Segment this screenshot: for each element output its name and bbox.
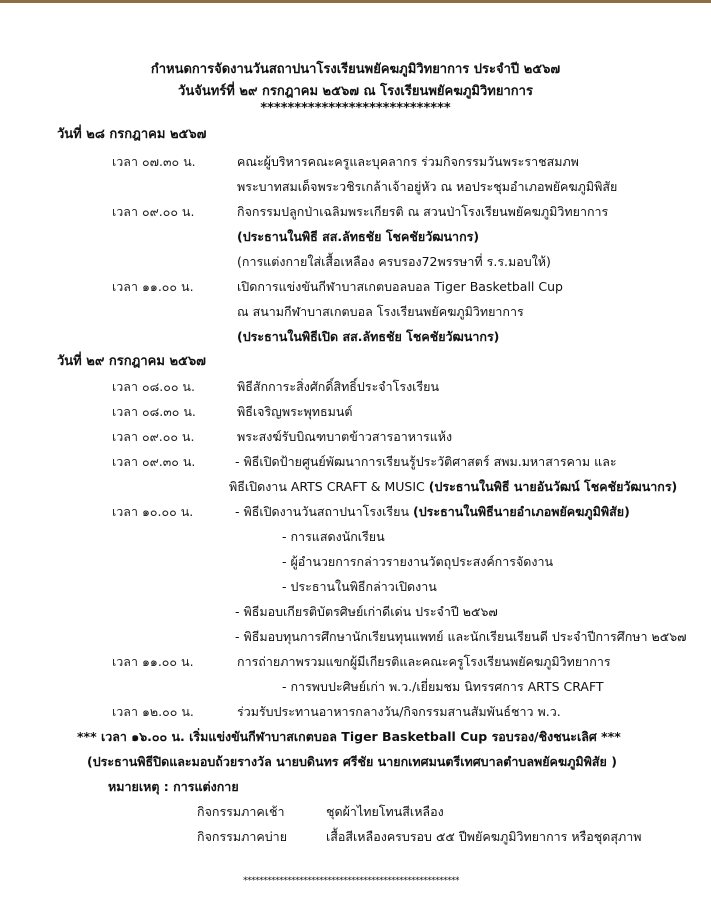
closing-line-1: *** เวลา ๑๖.๐๐ น. เริ่มแข่งขันกีฬาบาสเกตบอล Tiger Basketball Cup รอบรอง/ชิงชนะเลิศ *** [77,729,621,744]
day2-item-4-line-2-text: พิธีเปิดงาน ARTS CRAFT & MUSIC [229,479,425,494]
day1-time-2: เวลา ๐๙.๐๐ น. [112,204,195,219]
day2-item-5-line-1-text: - พิธีเปิดงานวันสถาปนาโรงเรียน [235,504,410,519]
day1-title: วันที่ ๒๘ กรกฎาคม ๒๕๖๗ [57,127,207,142]
day1-item-3-line-1: เปิดการแข่งขันกีฬาบาสเกตบอลบอล Tiger Basketball Cup [237,279,563,294]
title-divider: **************************** [260,101,451,116]
day2-time-5: เวลา ๑๐.๐๐ น. [112,504,194,519]
day1-item-3-chair: (ประธานในพิธีเปิด สส.ลัทธชัย โชคชัยวัฒนากร) [237,329,500,344]
title-line-2: วันจันทร์ที่ ๒๙ กรกฎาคม ๒๕๖๗ ณ โรงเรียนพยัคฆภูมิวิทยาการ [178,84,533,99]
day2-time-6: เวลา ๑๑.๐๐ น. [112,654,194,669]
day2-item-5-sub-2: - ผู้อำนวยการกล่าวรายงานวัตถุประสงค์การจัดงาน [282,554,554,569]
day1-item-1-line-1: คณะผู้บริหารคณะครูและบุคลากร ร่วมกิจกรรมวันพระราชสมภพ [237,154,579,169]
day1-item-1-line-2: พระบาทสมเด็จพระวชิรเกล้าเจ้าอยู่หัว ณ หอประชุมอำเภอพยัคฆภูมิพิสัย [237,179,618,194]
day2-time-7: เวลา ๑๒.๐๐ น. [112,704,194,719]
day2-item-4-line-2 [229,477,677,497]
day2-item-1-line-1: พิธีสักการะสิ่งศักดิ์สิทธิ์ประจำโรงเรียน [237,379,440,394]
day2-title: วันที่ ๒๙ กรกฎาคม ๒๕๖๗ [57,354,206,369]
day2-item-6-line-1: การถ่ายภาพรวมแขกผู้มีเกียรติและคณะครูโรงเรียนพยัคฆภูมิวิทยาการ [237,654,611,669]
note-label: หมายเหตุ : การแต่งกาย [108,779,239,794]
day2-item-5-award-1: - พิธีมอบเกียรติบัตรศิษย์เก่าดีเด่น ประจำปี ๒๕๖๗ [235,604,498,619]
day2-item-7-line-1: ร่วมรับประทานอาหารกลางวัน/กิจกรรมสานสัมพันธ์ชาว พ.ว. [237,704,561,719]
day2-item-2-line-1: พิธีเจริญพระพุทธมนต์ [237,404,353,419]
day1-time-3: เวลา ๑๑.๐๐ น. [112,279,194,294]
title-line-1: กำหนดการจัดงานวันสถาปนาโรงเรียนพยัคฆภูมิวิทยาการ ประจำปี ๒๕๖๗ [150,62,561,77]
day2-item-4-chair: (ประธานในพิธี นายอันวัฒน์ โชคชัยวัฒนากร) [428,479,678,494]
day2-item-5-sub-3: - ประธานในพิธีกล่าวเปิดงาน [282,579,437,594]
footer-divider: ****************************************************** [243,876,459,886]
day2-item-4-line-1: - พิธีเปิดป้ายศูนย์พัฒนาการเรียนรู้ประวัติศาสตร์ สพม.มหาสารคาม และ [235,454,617,469]
day2-item-5-award-2: - พิธีมอบทุนการศึกษานักเรียนทุนแพทย์ และนักเรียนเรียนดี ประจำปีการศึกษา ๒๕๖๗ [235,629,687,644]
top-border [0,0,711,3]
day1-item-3-line-2: ณ สนามกีฬาบาสเกตบอล โรงเรียนพยัคฆภูมิวิทยาการ [237,304,524,319]
day2-item-5-chair: (ประธานในพิธีนายอำเภอพยัคฆภูมิพิสัย) [413,504,630,519]
day2-item-6-line-2: - การพบปะศิษย์เก่า พ.ว./เยี่ยมชม นิทรรศการ ARTS CRAFT [282,679,604,694]
day2-item-5-line-1 [235,502,630,522]
note-row-1-key: กิจกรรมภาคเช้า [197,804,285,819]
day2-time-3: เวลา ๐๙.๐๐ น. [112,429,195,444]
day2-time-2: เวลา ๐๘.๓๐ น. [112,404,196,419]
note-row-2-value: เสื้อสีเหลืองครบรอบ ๕๕ ปีพยัคฆภูมิวิทยาการ หรือชุดสุภาพ [326,829,642,844]
day2-item-3-line-1: พระสงฆ์รับบิณฑบาตข้าวสารอาหารแห้ง [237,429,453,444]
day2-time-4: เวลา ๐๙.๓๐ น. [112,454,196,469]
day1-time-1: เวลา ๐๗.๓๐ น. [112,154,196,169]
note-row-2-key: กิจกรรมภาคบ่าย [197,829,288,844]
closing-line-2: (ประธานพิธีปิดและมอบถ้วยรางวัล นายบดินทร ศรีชัย นายกเทศมนตรีเทศบาลตำบลพยัคฆภูมิพิสัย ) [87,754,617,769]
day1-item-2-chair: (ประธานในพิธี สส.ลัทธชัย โชคชัยวัฒนากร) [237,229,480,244]
day1-item-2-line-1: กิจกรรมปลูกป่าเฉลิมพระเกียรติ ณ สวนป่าโรงเรียนพยัคฆภูมิวิทยาการ [237,204,609,219]
day2-item-5-sub-1: - การแสดงนักเรียน [282,529,385,544]
day1-item-2-dress: (การแต่งกายใส่เสื้อเหลือง ครบรอง72พรรษาที่ ร.ร.มอบให้) [237,254,551,269]
day2-time-1: เวลา ๐๘.๐๐ น. [112,379,195,394]
note-row-1-value: ชุดผ้าไทยโทนสีเหลือง [326,804,444,819]
